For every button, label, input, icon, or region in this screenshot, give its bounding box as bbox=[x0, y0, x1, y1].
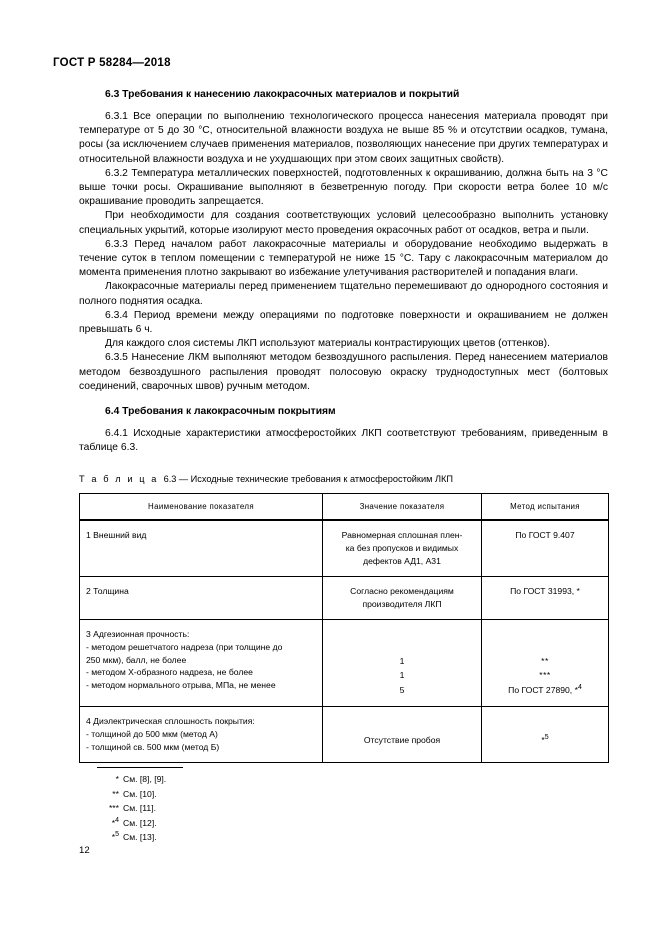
table-caption-number: 6.3 bbox=[163, 474, 177, 485]
section-heading-6-3: 6.3 Требования к нанесению лакокрасочных материалов и покрытий bbox=[105, 89, 460, 100]
footnote-text: См. [12]. bbox=[123, 817, 157, 828]
requirements-table bbox=[79, 493, 609, 763]
footnote-text: См. [10]. bbox=[123, 788, 157, 799]
paragraph-6-3-4: 6.3.4 Период времени между операциями по подготовке поверхности и окрашиванием не должен превышать 6 ч. bbox=[79, 309, 608, 336]
table-caption-text: Исходные технические требования к атмосферостойким ЛКП bbox=[190, 474, 453, 485]
footnote-marker: 5 bbox=[544, 734, 549, 742]
footnote-text: См. [8], [9]. bbox=[123, 774, 167, 784]
footnote-mark: ** bbox=[112, 788, 119, 799]
footnote-mark: *$^4$ bbox=[111, 816, 119, 828]
cell-indicator-name: 4 Диэлектрическая сплошность покрытия: - толщиной до 500 мкм (метод А) - толщиной св. 500 мкм (метод Б) bbox=[80, 707, 323, 763]
paragraph-6-3-5: 6.3.5 Нанесение ЛКМ выполняют методом безвоздушного распыления. Перед нанесением материалов методом безвоздушного распыления проводят полосовую окраску труднодоступных мест (болтовых соединений, сварочных швов) ручным методом. bbox=[79, 352, 608, 392]
cell-test-method: ** *** По ГОСТ 27890, *$^4$ bbox=[482, 620, 609, 707]
page-number: 12 bbox=[79, 845, 90, 856]
footnote-item bbox=[97, 787, 397, 802]
footnotes-block bbox=[97, 767, 397, 845]
cell-test-method: *$^5$ bbox=[482, 707, 609, 763]
paragraph-6-3-3-note: Лакокрасочные материалы перед применением тщательно перемешивают до однородного состояния и полного поднятия осадка. bbox=[79, 281, 608, 307]
column-header-value: Значение показателя bbox=[323, 494, 482, 521]
section-heading-6-4: 6.4 Требования к лакокрасочным покрытиям bbox=[105, 406, 336, 418]
column-header-name: Наименование показателя bbox=[80, 494, 323, 521]
footnote-item bbox=[97, 772, 397, 787]
table-row bbox=[80, 577, 609, 620]
cell-test-method: По ГОСТ 31993, * bbox=[482, 577, 609, 620]
table-row bbox=[80, 707, 609, 763]
footnote-separator bbox=[97, 767, 183, 768]
table-header-row bbox=[80, 494, 609, 521]
table-caption bbox=[79, 473, 608, 485]
table-body bbox=[80, 520, 609, 762]
footnote-item bbox=[97, 816, 397, 831]
table-row bbox=[80, 620, 609, 707]
page-header: ГОСТ Р 58284—2018 bbox=[53, 57, 171, 69]
footnote-text: См. [13]. bbox=[123, 832, 157, 843]
cell-indicator-value: 1 1 5 bbox=[323, 620, 482, 707]
cell-indicator-name: 3 Адгезионная прочность: - методом решетчатого надреза (при толщине до 250 мкм), балл, не более - методом Х-образного надреза, не более - методом нормального отрыва, МПа, не менее bbox=[80, 620, 323, 707]
table-row bbox=[80, 520, 609, 576]
cell-indicator-name: 2 Толщина bbox=[80, 577, 323, 620]
document-body bbox=[79, 88, 608, 763]
cell-indicator-name: 1 Внешний вид bbox=[80, 520, 323, 576]
footnote-item bbox=[97, 830, 397, 845]
footnote-marker: 4 bbox=[577, 683, 582, 691]
paragraph-6-4-1: 6.4.1 Исходные характеристики атмосферостойких ЛКП соответствуют требованиям, приведенным в таблице 6.3. bbox=[79, 428, 608, 454]
column-header-method: Метод испытания bbox=[482, 494, 609, 521]
paragraph-6-3-4-note: Для каждого слоя системы ЛКП используют материалы контрастирующих цветов (оттенков). bbox=[105, 338, 550, 350]
paragraph-6-3-2-note: При необходимости для создания соответствующих условий целесообразно выполнить установку специальных укрытий, которые изолируют место проведения окрасочных работ от осадков, ветра и пыли. bbox=[79, 210, 608, 236]
footnote-text: См. [11]. bbox=[123, 803, 156, 814]
paragraph-6-3-1: 6.3.1 Все операции по выполнению технологического процесса нанесения материала проводят при температуре от 5 до 30 °С, относительной влажности воздуха не выше 85 % и отсутствии осадков, тумана, росы (за исключением случаев применения материалов, позволяющих нанесение при других температурах и относительной влажности воздуха и не ухудшающих при этом своих защитных свойств). bbox=[79, 111, 608, 165]
cell-indicator-value: Отсутствие пробоя bbox=[323, 707, 482, 763]
table-caption-dash: — bbox=[178, 474, 189, 485]
footnote-mark: *** bbox=[108, 803, 119, 814]
cell-indicator-value: Согласно рекомендациям производителя ЛКП bbox=[323, 577, 482, 620]
cell-test-method: По ГОСТ 9.407 bbox=[482, 520, 609, 576]
paragraph-6-3-3: 6.3.3 Перед началом работ лакокрасочные материалы и оборудование необходимо выдержать в течение суток в теплом помещении с температурой не ниже 15 °С. Тару с лакокрасочным материалом до момента применения плотно закрывают во избежание улетучивания растворителей и попадания влаги. bbox=[79, 238, 608, 279]
footnote-item bbox=[97, 801, 397, 816]
cell-indicator-value: Равномерная сплошная плен- ка без пропусков и видимых дефектов АД1, А31 bbox=[323, 520, 482, 576]
footnote-mark: * bbox=[115, 774, 119, 784]
paragraph-6-3-2: 6.3.2 Температура металлических поверхностей, подготовленных к окрашиванию, должна быть на 3 °С выше точки росы. Окрашивание выполняют в безветренную погоду. При скорости ветра более 10 м/с окрашивание проводить запрещается. bbox=[79, 167, 608, 208]
footnote-mark: *$^5$ bbox=[111, 831, 119, 843]
table-caption-word: Т а б л и ц а bbox=[79, 474, 159, 485]
